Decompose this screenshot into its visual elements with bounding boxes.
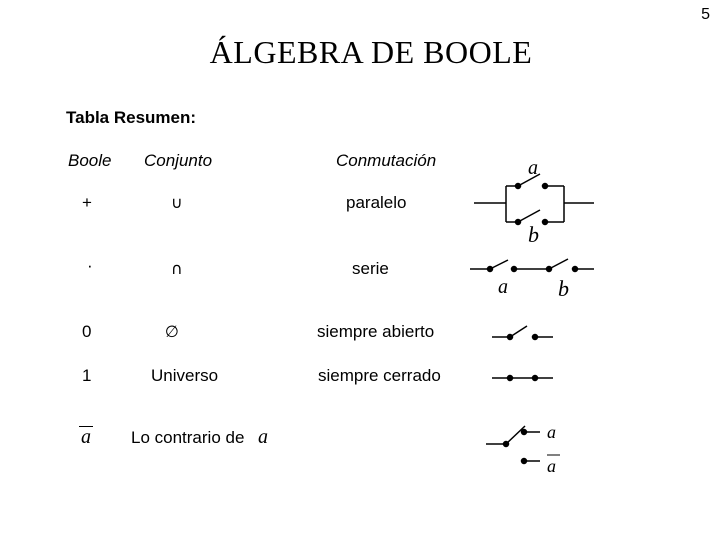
- set-empty: ∅: [165, 322, 179, 341]
- switch-series-label: serie: [352, 259, 389, 278]
- header-conmutacion: Conmutación: [336, 151, 437, 170]
- header-conjunto: Conjunto: [144, 151, 213, 170]
- set-complement-label: Lo contrario de: [131, 428, 245, 447]
- series-label-a: a: [498, 276, 508, 298]
- set-universe: Universo: [151, 366, 219, 385]
- boole-plus: +: [82, 193, 92, 212]
- switch-always-open-label: siempre abierto: [317, 322, 435, 341]
- boole-not-a: a: [81, 426, 91, 448]
- page-number: 5: [701, 6, 710, 23]
- boole-one: 1: [82, 366, 92, 385]
- series-circuit-diagram: [470, 259, 594, 272]
- header-boole: Boole: [68, 151, 112, 170]
- switch-parallel-label: paralelo: [346, 193, 407, 212]
- series-label-b: b: [558, 276, 569, 301]
- parallel-label-b: b: [528, 222, 539, 247]
- set-intersection: ∩: [171, 259, 183, 278]
- negation-label-a: a: [547, 422, 556, 442]
- always-closed-switch-diagram: [492, 376, 553, 381]
- boole-dot: ·: [87, 256, 93, 275]
- negation-label-not-a: a: [547, 456, 556, 476]
- boole-zero: 0: [82, 322, 92, 341]
- page-title: ÁLGEBRA DE BOOLE: [209, 34, 533, 70]
- table-subtitle: Tabla Resumen:: [66, 108, 197, 127]
- switch-always-closed-label: siempre cerrado: [318, 366, 441, 385]
- parallel-circuit-diagram: [474, 174, 594, 225]
- set-union: ∪: [171, 193, 183, 212]
- always-open-switch-diagram: [492, 326, 553, 340]
- parallel-label-a: a: [528, 157, 538, 179]
- set-complement-var: a: [258, 426, 268, 448]
